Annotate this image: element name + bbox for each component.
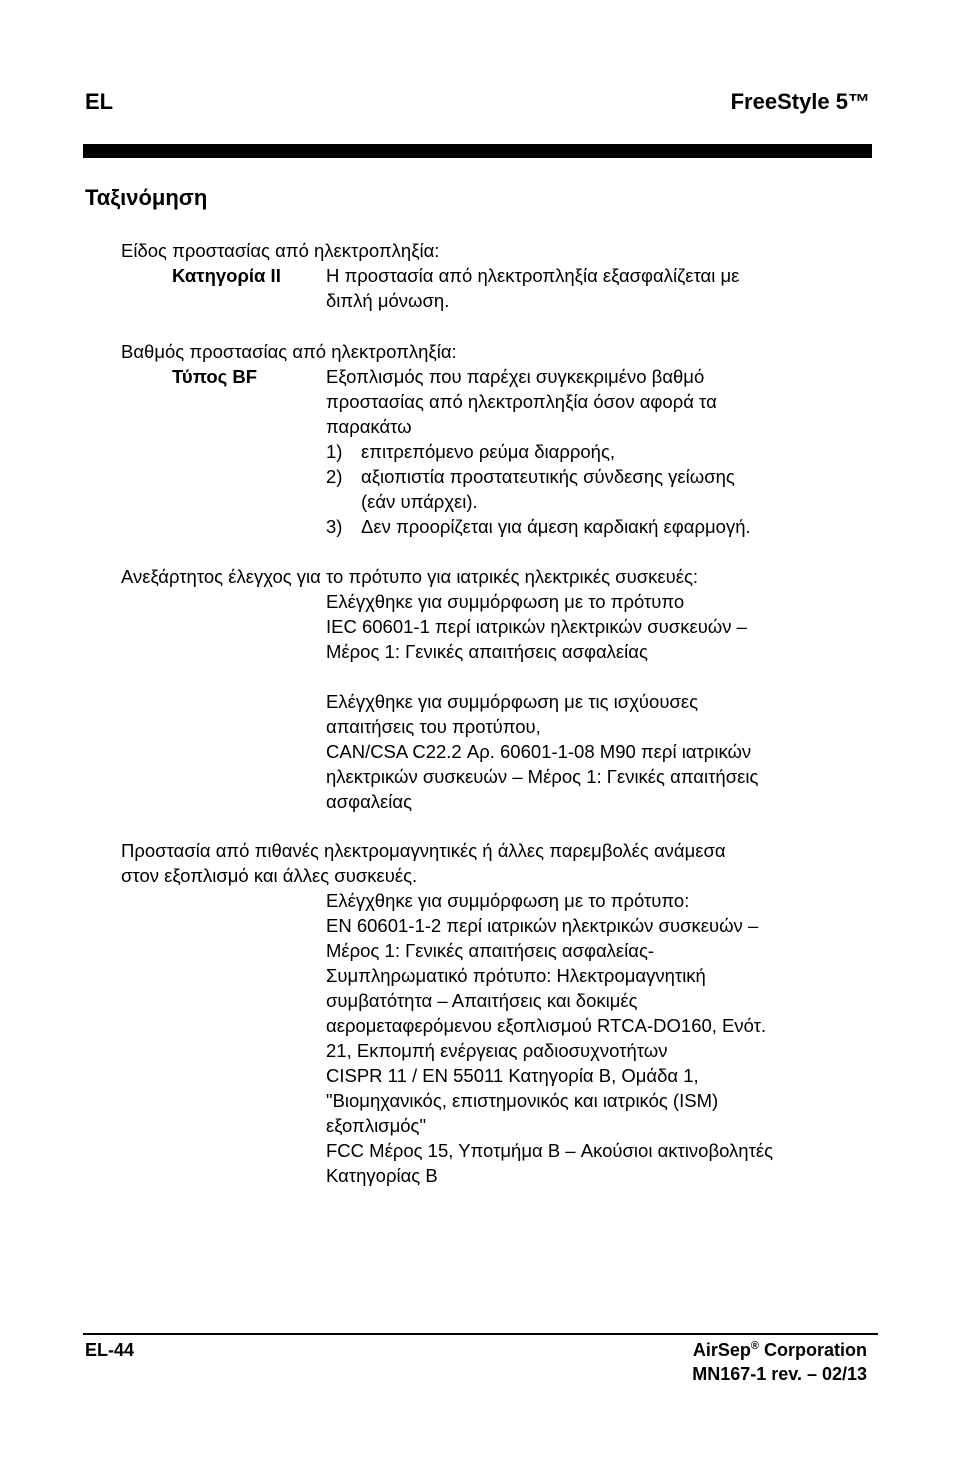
registered-mark: ® xyxy=(750,1340,759,1352)
text-line: διπλή μόνωση. xyxy=(326,290,450,311)
shock-degree-description xyxy=(326,364,861,439)
list-item-text: επιτρεπόμενο ρεύμα διαρροής, xyxy=(361,441,616,462)
header-product-name: FreeStyle 5™ xyxy=(730,89,870,114)
text-line: Ελέγχθηκε για συμμόρφωση με το πρότυπο: xyxy=(326,890,690,911)
text-line: Μέρος 1: Γενικές απαιτήσεις ασφαλείας xyxy=(326,641,648,662)
shock-type-label: Κατηγορία II xyxy=(172,265,281,286)
list-item-number: 2) xyxy=(326,466,343,487)
shock-degree-intro: Βαθμός προστασίας από ηλεκτροπληξία: xyxy=(121,341,457,362)
section-title: Ταξινόμηση xyxy=(85,185,208,210)
header-rule xyxy=(83,144,872,158)
list-item-text: (εάν υπάρχει). xyxy=(361,491,478,512)
text-line: Η προστασία από ηλεκτροπληξία εξασφαλίζεται με xyxy=(326,265,740,286)
company-suffix: Corporation xyxy=(759,1340,867,1360)
list-item-text: Δεν προορίζεται για άμεση καρδιακή εφαρμογή. xyxy=(361,516,751,537)
text-line: ασφαλείας xyxy=(326,791,413,812)
text-line: 21, Εκπομπή ενέργειας ραδιοσυχνοτήτων xyxy=(326,1040,668,1061)
company-name: AirSep xyxy=(692,1340,751,1360)
text-line: αερομεταφερόμενου εξοπλισμού RTCA-DO160, Ενότ. xyxy=(326,1015,767,1036)
text-line: παρακάτω xyxy=(326,416,412,437)
footer-company xyxy=(692,1338,867,1362)
text-line: Εξοπλισμός που παρέχει συγκεκριμένο βαθμό xyxy=(326,366,705,387)
text-line: CISPR 11 / EN 55011 Κατηγορία B, Ομάδα 1, xyxy=(326,1065,699,1086)
text-line: στον εξοπλισμό και άλλες συσκευές. xyxy=(121,865,418,886)
text-line: FCC Μέρος 15, Υποτμήμα B – Ακούσιοι ακτινοβολητές xyxy=(326,1140,774,1161)
list-item xyxy=(326,514,861,539)
text-line: Μέρος 1: Γενικές απαιτήσεις ασφαλείας- xyxy=(326,940,655,961)
independent-testing-intro: Ανεξάρτητος έλεγχος για το πρότυπο για ιατρικές ηλεκτρικές συσκευές: xyxy=(121,566,699,587)
text-line: "Βιομηχανικός, επιστημονικός και ιατρικός (ISM) xyxy=(326,1090,719,1111)
footer-document-revision: MN167-1 rev. – 02/13 xyxy=(692,1364,867,1384)
independent-testing-block-2 xyxy=(326,689,861,814)
text-line: συμβατότητα – Απαιτήσεις και δοκιμές xyxy=(326,990,638,1011)
interference-intro xyxy=(121,838,861,888)
list-item-number: 3) xyxy=(326,516,343,537)
shock-type-intro: Είδος προστασίας από ηλεκτροπληξία: xyxy=(121,240,440,261)
interference-block xyxy=(326,888,861,1188)
shock-type-description xyxy=(326,263,861,313)
text-line: Προστασία από πιθανές ηλεκτρομαγνητικές ή άλλες παρεμβολές ανάμεσα xyxy=(121,840,726,861)
text-line: CAN/CSA C22.2 Αρ. 60601-1-08 M90 περί ιατρικών xyxy=(326,741,752,762)
text-line: Κατηγορίας B xyxy=(326,1165,438,1186)
footer-company-info xyxy=(692,1338,867,1386)
header-language-code: EL xyxy=(85,89,114,114)
footer-page-number: EL-44 xyxy=(85,1340,135,1360)
shock-degree-label: Τύπος BF xyxy=(172,366,258,387)
footer-rule xyxy=(83,1333,878,1335)
text-line: προστασίας από ηλεκτροπληξία όσον αφορά τα xyxy=(326,391,717,412)
text-line: IEC 60601-1 περί ιατρικών ηλεκτρικών συσκευών – xyxy=(326,616,747,637)
list-item xyxy=(326,439,861,464)
text-line: Συμπληρωματικό πρότυπο: Ηλεκτρομαγνητική xyxy=(326,965,706,986)
text-line: Ελέγχθηκε για συμμόρφωση με τις ισχύουσες xyxy=(326,691,699,712)
list-item xyxy=(326,464,861,514)
text-line: EN 60601-1-2 περί ιατρικών ηλεκτρικών συσκευών – xyxy=(326,915,759,936)
list-item-text: αξιοπιστία προστατευτικής σύνδεσης γείωσης xyxy=(361,466,735,487)
text-line: εξοπλισμός" xyxy=(326,1115,427,1136)
text-line: ηλεκτρικών συσκευών – Μέρος 1: Γενικές απαιτήσεις xyxy=(326,766,759,787)
independent-testing-block-1 xyxy=(326,589,861,664)
list-item-number: 1) xyxy=(326,441,343,462)
text-line: Ελέγχθηκε για συμμόρφωση με το πρότυπο xyxy=(326,591,685,612)
text-line: απαιτήσεις του προτύπου, xyxy=(326,716,541,737)
